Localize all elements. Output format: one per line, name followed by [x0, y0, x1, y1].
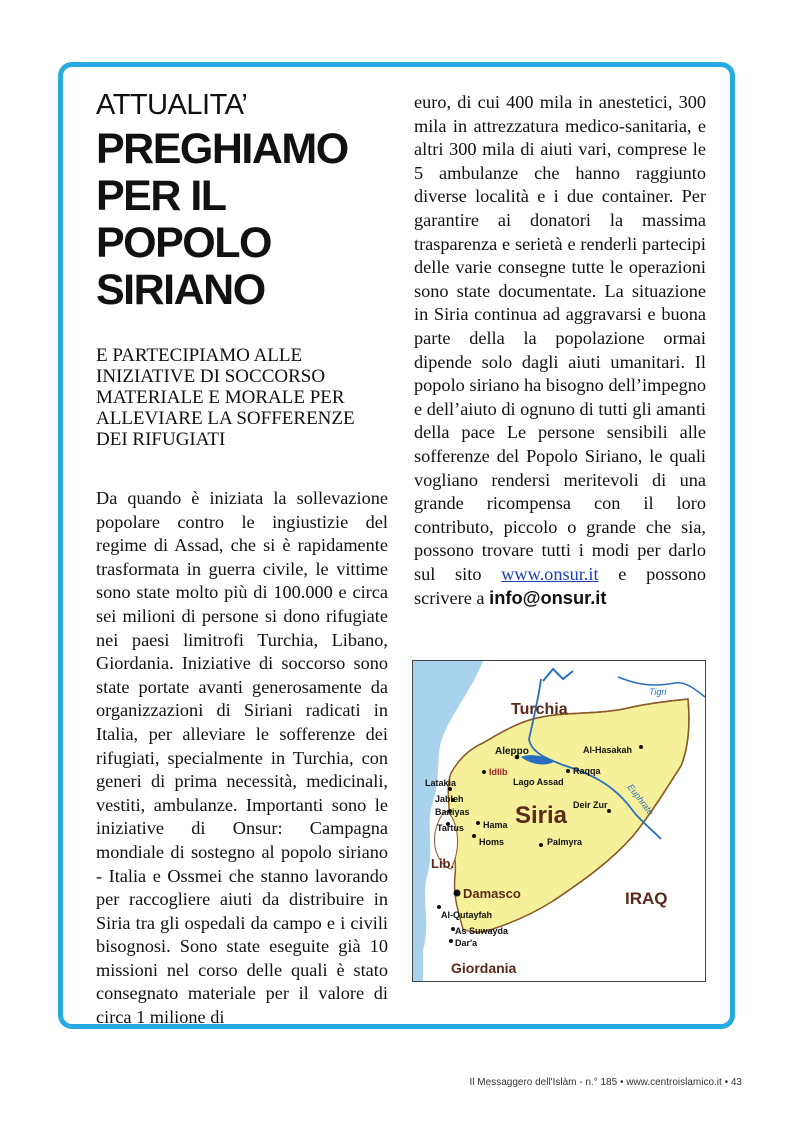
river-upper — [543, 669, 573, 681]
raqqa-dot — [566, 769, 570, 773]
iraq-label: IRAQ — [625, 889, 668, 908]
deir-zur-label: Deir Zur — [573, 800, 608, 810]
website-link[interactable]: www.onsur.it — [501, 563, 599, 584]
jableh-label: Jableh — [435, 794, 464, 804]
latakia-label: Latakia — [425, 778, 457, 788]
al-hasakah-dot — [639, 745, 643, 749]
idlib-dot — [482, 770, 486, 774]
palmyra-label: Palmyra — [547, 837, 583, 847]
as-suwayda-label: As Suwayda — [455, 926, 509, 936]
title-line-1: PREGHIAMO — [96, 125, 348, 173]
deir-zur-dot — [607, 809, 611, 813]
hama-label: Hama — [483, 820, 508, 830]
al-hasakah-label: Al-Hasakah — [583, 745, 633, 755]
homs-dot — [472, 834, 476, 838]
palmyra-dot — [539, 843, 543, 847]
syria-label: Siria — [515, 802, 568, 829]
tigris-label: Tigri — [649, 687, 667, 697]
damascus-dot — [454, 890, 461, 897]
raqqa-label: Raqqa — [573, 766, 601, 776]
syria-map-svg — [413, 661, 705, 981]
body-text-left: Da quando è iniziata la sollevazione popolare contro le ingiustizie del regime di Assad, che si è rapidamente trasformata in guerra civile, le vittime sono state molto più di 100.000 e circa sei milioni di persone si dono rifugiate nei paesi limitrofi Turchia, Libano, Giordania. Iniziative di soccorso sono state portate avanti generosamente da organizzazioni di Siriani radicati in Italia, per alleviare le sofferenze dei rifugiati, specialmente in Turchia, con generi di prima necessità, medicinali, vestiti, ambulanze. Importanti sono le iniziative di Onsur: Campagna mondiale di sostegno al popolo siriano - Italia e Ossmei che stanno lavorando per raccogliere aiuti da distribuire in Siria tra gli ospedali da campo e i civili bisognosi. Sono state eseguite già 10 missioni nel corso delle quali è stato consegnato materiale per il valore di circa 1 milione di — [96, 488, 388, 1028]
al-qutayfah-dot — [437, 905, 441, 909]
article-subtitle: E PARTECIPIAMO ALLE INIZIATIVE DI SOCCORSO MATERIALE E MORALE PER ALLEVIARE LA SOFFERENZE DEI RIFUGIATI — [96, 345, 355, 450]
email-address[interactable]: info@onsur.it — [489, 587, 607, 609]
damascus-label: Damasco — [463, 886, 521, 901]
left-column — [96, 88, 388, 1030]
dara-dot — [449, 939, 453, 943]
homs-label: Homs — [479, 837, 505, 847]
article-title — [96, 126, 388, 314]
page-footer: Il Messaggero dell'Islàm - n.° 185 • www.centroislamico.it • 43 — [469, 1077, 742, 1088]
dara-label: Dar'a — [455, 938, 478, 948]
body-text-right-main: euro, di cui 400 mila in anestetici, 300 mila in attrezzatura medico-sanitaria, e altri 300 mila di aiuti vari, comprese le 5 ambulanze che hanno raggiunto diverse località e i due container. Per garantire ai donatori la massima trasparenza e serietà e renderli partecipi delle varie consegne tutte le operazioni sono state documentate. La situazione in Siria continua ad aggravarsi e buona parte della la popolazione ormai dipende solo dagli aiuti umanitari. Il popolo siriano ha bisogno dell’impegno e dell’aiuto di ognuno di tutti gli amanti della pace Le persone sensibili alle sofferenze del Popolo Siriano, le quali vogliano rendersi meritevoli di una grande ricompensa con il loro contributo, piccolo o grande che sia, possono trovare tutti i modi per darlo sul sito — [414, 92, 706, 584]
email-intro: e possono scrivere a — [414, 563, 707, 609]
section-label: ATTUALITA’ — [96, 89, 248, 121]
turkey-label: Turchia — [511, 701, 568, 718]
lake-assad-label: Lago Assad — [513, 777, 564, 787]
lebanon-label: Lib. — [431, 856, 455, 871]
tartus-label: Tartus — [437, 823, 464, 833]
baniyas-label: Baniyas — [435, 807, 470, 817]
title-line-3: SIRIANO — [96, 266, 265, 314]
al-qutayfah-label: Al-Qutayfah — [441, 910, 493, 920]
euphrates-label: Euphrate — [625, 782, 656, 818]
hama-dot — [476, 821, 480, 825]
right-column — [414, 91, 706, 611]
aleppo-label: Aleppo — [495, 746, 529, 757]
body-text-right — [414, 91, 706, 611]
jordan-label: Giordania — [451, 960, 517, 976]
syria-map — [412, 660, 706, 982]
title-line-2: PER IL POPOLO — [96, 172, 271, 267]
idlib-label: Idlib — [489, 767, 508, 777]
